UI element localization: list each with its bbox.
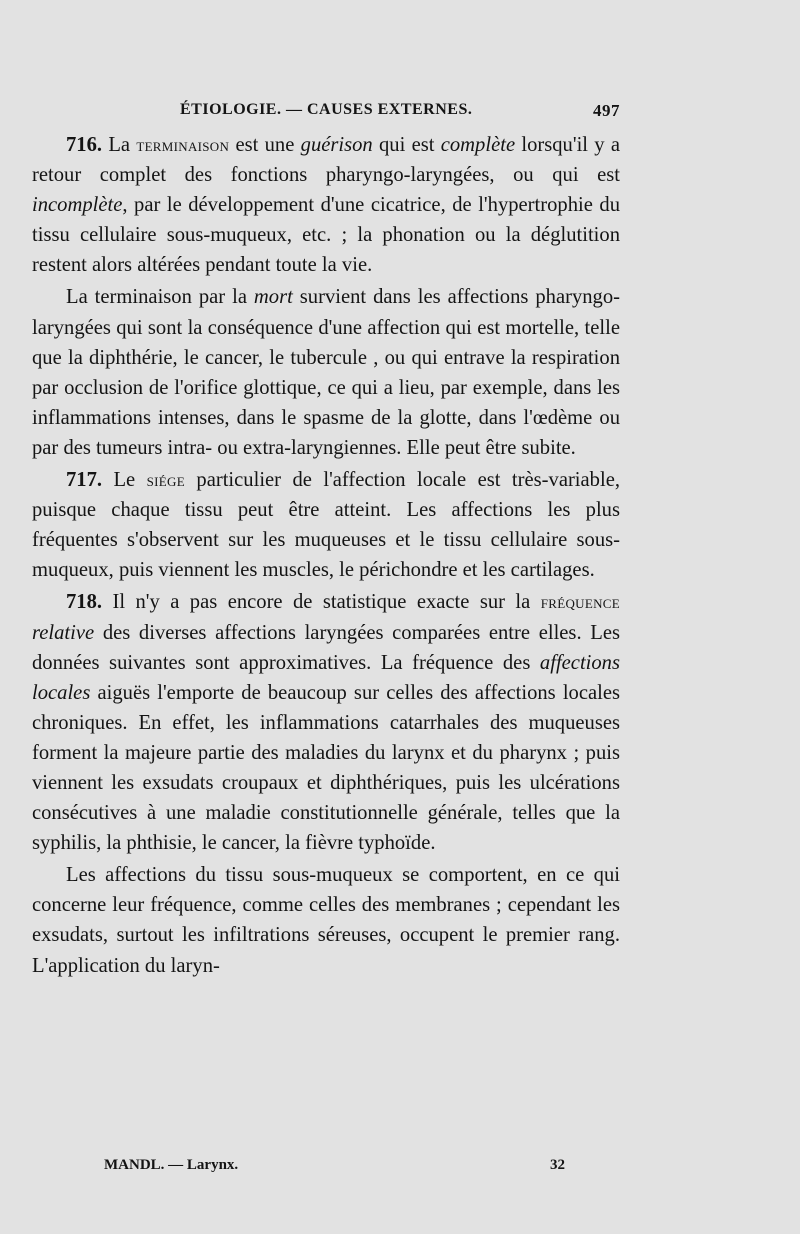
page-number: 497 [593, 101, 620, 120]
text-span: est une [229, 134, 301, 156]
text-span: Les affections du tissu sous-muqueux se comportent, en ce qui concerne leur fréquence, comme celles des membranes ; cependant les exsudats, surtout les infiltrations séreuses, occupent le premier rang. L'application du laryn- [32, 864, 620, 977]
emphasis: guérison [300, 134, 373, 156]
emphasis: mort [253, 286, 293, 309]
running-title: ÉTIOLOGIE. — CAUSES EXTERNES. [180, 101, 473, 118]
text-span: aiguës l'emporte de beaucoup sur celles des affections locales chroniques. En effet, les inflammations catarrhales des muqueuses forment la majeure partie des maladies du larynx et du pharynx ; puis viennent les exsudats croupaux et diphthériques, puis les ulcérations consécutives à une maladie constitutionnelle générale, telles que la syphilis, la phthisie, le cancer, la fièvre typhoïde. [32, 681, 620, 855]
emphasis: relative [32, 621, 95, 644]
running-header [32, 99, 620, 125]
footer-signature: MANDL. — Larynx. [104, 1157, 239, 1173]
paragraph-number: 717. [66, 469, 103, 492]
page-body [32, 130, 620, 983]
text-span: Le [102, 469, 147, 492]
text-span: La terminaison par la [66, 286, 254, 309]
paragraph-number: 716. [66, 134, 103, 156]
keyword-smallcaps: siége [146, 470, 185, 491]
paragraph-718 [32, 587, 620, 858]
paragraph-mort [32, 282, 620, 463]
paragraph-717 [32, 465, 620, 585]
sheet-number: 32 [550, 1157, 565, 1173]
text-span: Il n'y a pas encore de statistique exacte sur la [102, 591, 541, 614]
keyword-smallcaps: terminaison [136, 135, 230, 155]
text-span: des diverses affections laryngées comparées entre elles. Les données suivantes sont approximatives. La fréquence des [32, 621, 620, 674]
paragraph-number: 718. [66, 591, 103, 614]
emphasis: complète [440, 134, 516, 156]
text-span: particulier de l'affection locale est très-variable, puisque chaque tissu peut être atteint. Les affections les plus fréquentes s'observent sur les muqueuses et le tissu cellulaire sous-muqueux, puis viennent les muscles, le périchondre et les cartilages. [32, 469, 620, 582]
keyword-smallcaps: fréquence [540, 592, 620, 613]
emphasis: incomplète [32, 194, 123, 217]
emphasis: affections locales [32, 651, 620, 704]
text-span: lorsqu'il y a retour complet des fonctions pharyngo-laryngées, ou qui est [32, 134, 620, 187]
paragraph-sous-muqueux [32, 860, 620, 980]
paragraph-716 [32, 130, 620, 280]
text-span: qui est [372, 134, 441, 156]
text-span: La [102, 134, 137, 156]
text-span: survient dans les affections pharyngo-laryngées qui sont la conséquence d'une affection qui est mortelle, telle que la diphthérie, le cancer, le tubercule , ou qui entrave la respiration par occlusion de l'orifice glottique, ce qui a lieu, par exemple, dans les inflammations intenses, dans le spasme de la glotte, dans l'œdème ou par des tumeurs intra- ou extra-laryngiennes. Elle peut être subite. [32, 286, 621, 459]
text-span: , par le développement d'une cicatrice, de l'hypertrophie du tissu cellulaire sous-muqueux, etc. ; la phonation ou la déglutition restent alors altérées pendant toute la vie. [32, 194, 620, 277]
